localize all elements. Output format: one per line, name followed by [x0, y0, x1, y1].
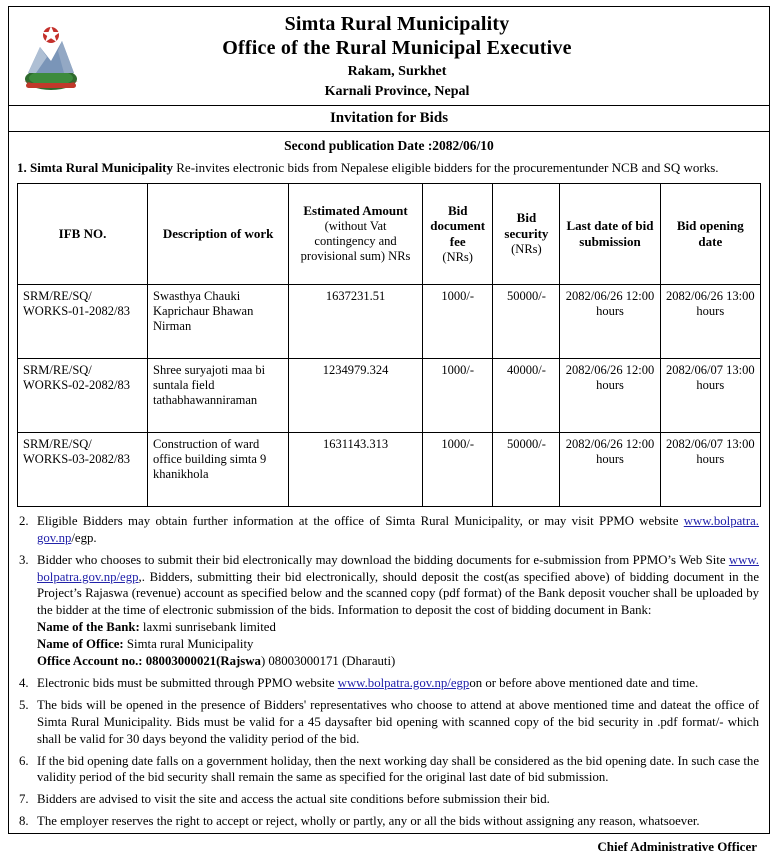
clause-5-number: 5. [19, 697, 29, 712]
clause-3-number: 3. [19, 552, 29, 567]
clause-3-text-b: ,. Bidders, submitting their bid electronically, should deposit the cost(as specified above) of bidding document in the Project’s Rajaswa (revenue) account as specified below and the scanned copy (pdf format) of the Bank deposit voucher shall be uploaded by the bidder at the time of electronic submission of the bids. Information to deposit the cost of bidding document in Bank: [37, 569, 759, 618]
col-description [148, 183, 289, 284]
bank-value: laxmi sunrisebank limited [139, 620, 276, 635]
col-bid-document-fee [422, 183, 493, 284]
cell-bid-security: 50000/- [493, 284, 560, 358]
account-value-2: ) 08003000171 (Dharauti [260, 654, 392, 669]
bolpatra-link[interactable]: www.bolpatra. gov.np [37, 513, 759, 545]
col-opening-date-label: Bid opening date [676, 218, 744, 249]
intro-org-name: Simta Rural Municipality [30, 160, 174, 176]
office-value: Simta rural Municipality [123, 637, 254, 652]
cell-ifb-no: SRM/RE/SQ/ WORKS-03-2082/83 [18, 432, 148, 506]
col-ifb-no [18, 183, 148, 284]
bank-label: Name of the Bank: [37, 620, 140, 635]
col-bid-security [493, 183, 560, 284]
cell-estimated-amount: 1234979.324 [289, 358, 423, 432]
cell-estimated-amount: 1631143.313 [289, 432, 423, 506]
account-value-3: ) [391, 654, 396, 669]
bolpatra-egp-link[interactable]: www. bolpatra.gov.np/egp [37, 552, 759, 584]
cell-opening-date: 2082/06/07 13:00 hours [660, 358, 760, 432]
cell-opening-date: 2082/06/26 13:00 hours [660, 284, 760, 358]
clause-4-text-a: Electronic bids must be submitted through PPMO website [37, 675, 338, 690]
nepal-emblem-icon [13, 21, 89, 93]
cell-ifb-no: SRM/RE/SQ/ WORKS-01-2082/83 [18, 284, 148, 358]
clause-4-text-b: on or before above mentioned date and time. [469, 675, 699, 690]
clause-8-number: 8. [19, 814, 29, 829]
cell-bid-security: 50000/- [493, 432, 560, 506]
col-last-date-label: Last date of bid submission [566, 218, 654, 249]
intro-paragraph [9, 159, 769, 183]
cell-last-date: 2082/06/26 12:00 hours [560, 358, 660, 432]
office-name: Office of the Rural Municipal Executive [222, 36, 572, 59]
signatory-title: Chief Administrative Officer [597, 839, 757, 855]
clause-7-number: 7. [19, 792, 29, 807]
address-line-2: Karnali Province, Nepal [324, 83, 470, 99]
col-estimated-amount [289, 183, 423, 284]
cell-last-date: 2082/06/26 12:00 hours [560, 284, 660, 358]
cell-bid-document-fee: 1000/- [422, 432, 493, 506]
clause-4-text [37, 675, 759, 692]
bids-table [17, 183, 761, 507]
cell-description: Construction of ward office building simta 9 khanikhola [148, 432, 289, 506]
cell-bid-document-fee: 1000/- [422, 358, 493, 432]
clause-4-number: 4. [19, 675, 29, 690]
col-bid-security-sub: (NRs) [511, 242, 542, 257]
clause-7 [19, 791, 759, 808]
clause-5-text: The bids will be opened in the presence of Bidders' representatives who choose to attend at above mentioned time and dateat the office of Simta Rural Municipality. Bids must be valid for a 45 daysafter bid opening with scanned copy of the bid security in .pdf format/- which shall be valid for 30 days beyond the validity period of the bid. [37, 697, 759, 746]
clause-3-text-a: Bidder who chooses to submit their bid electronically may download the bidding documents for e-submission from PPMO’s Web Site [37, 552, 729, 567]
cell-estimated-amount: 1637231.51 [289, 284, 423, 358]
clause-7-text: Bidders are advised to visit the site and access the actual site conditions before submission their bid. [37, 792, 550, 807]
cell-bid-security: 40000/- [493, 358, 560, 432]
account-line [37, 653, 759, 670]
clause-6 [19, 753, 759, 787]
document-header [9, 7, 769, 106]
cell-description: Swasthya Chauki Kaprichaur Bhawan Nirman [148, 284, 289, 358]
address-line-1: Rakam, Surkhet [347, 64, 447, 80]
col-estimated-amount-sub: (without Vat contingency and provisional sum) NRs [300, 218, 411, 264]
col-bid-document-fee-label: Bid document fee [430, 202, 486, 250]
table-row [18, 432, 761, 506]
account-value: 08003000021(Rajswa [142, 654, 261, 669]
intro-number: 1. [17, 160, 27, 176]
cell-last-date: 2082/06/26 12:00 hours [560, 432, 660, 506]
clause-8 [19, 813, 759, 830]
office-label: Name of Office: [37, 637, 124, 652]
col-opening-date [660, 183, 760, 284]
account-label: Office Account no.: [37, 654, 143, 669]
clause-3-text [37, 552, 759, 670]
clause-3 [19, 552, 759, 670]
publication-date: Second publication Date :2082/06/10 [284, 138, 494, 154]
header-text-block [89, 13, 765, 101]
clause-2 [19, 513, 759, 547]
cell-bid-document-fee: 1000/- [422, 284, 493, 358]
clause-6-number: 6. [19, 753, 29, 768]
clauses-section [9, 507, 769, 830]
col-bid-security-label: Bid security [504, 210, 549, 242]
clause-4 [19, 675, 759, 692]
clause-2-number: 2. [19, 513, 29, 528]
table-header-row [18, 183, 761, 284]
bids-table-wrapper [9, 183, 769, 507]
clause-2-text-b: /egp. [71, 530, 97, 545]
table-row [18, 358, 761, 432]
cell-opening-date: 2082/06/07 13:00 hours [660, 432, 760, 506]
table-row [18, 284, 761, 358]
col-bid-document-fee-sub: (NRs) [442, 250, 473, 265]
clause-6-text: If the bid opening date falls on a government holiday, then the next working day shall be considered as the bid opening date. In such case the validity period of the bid security shall remain the same as specified for the original last date of bid submission. [37, 753, 759, 785]
col-description-label: Description of work [162, 225, 274, 241]
cell-description: Shree suryajoti maa bi suntala field tathabhawanniraman [148, 358, 289, 432]
bank-line [37, 619, 759, 636]
document-frame [8, 6, 770, 855]
clause-5 [19, 697, 759, 748]
ppmo-website-link[interactable]: www.bolpatra.gov.np/egp [337, 675, 470, 690]
col-ifb-no-label: IFB NO. [58, 225, 107, 241]
clause-8-text: The employer reserves the right to accept or reject, wholly or partly, any or all the bids without assigning any reason, whatsoever. [37, 814, 700, 829]
cell-ifb-no: SRM/RE/SQ/ WORKS-02-2082/83 [18, 358, 148, 432]
intro-rest: Re-invites electronic bids from Nepalese eligible bidders for the procurementunder NCB and SQ works. [173, 160, 719, 176]
office-line [37, 636, 759, 653]
page-title: Invitation for Bids [9, 106, 769, 132]
col-estimated-amount-label: Estimated Amount [303, 203, 408, 219]
org-name: Simta Rural Municipality [284, 13, 510, 35]
clause-2-text-a: Eligible Bidders may obtain further information at the office of Simta Rural Municipality, or may visit PPMO website [37, 513, 684, 528]
col-last-date [560, 183, 660, 284]
clause-2-text [37, 513, 759, 547]
